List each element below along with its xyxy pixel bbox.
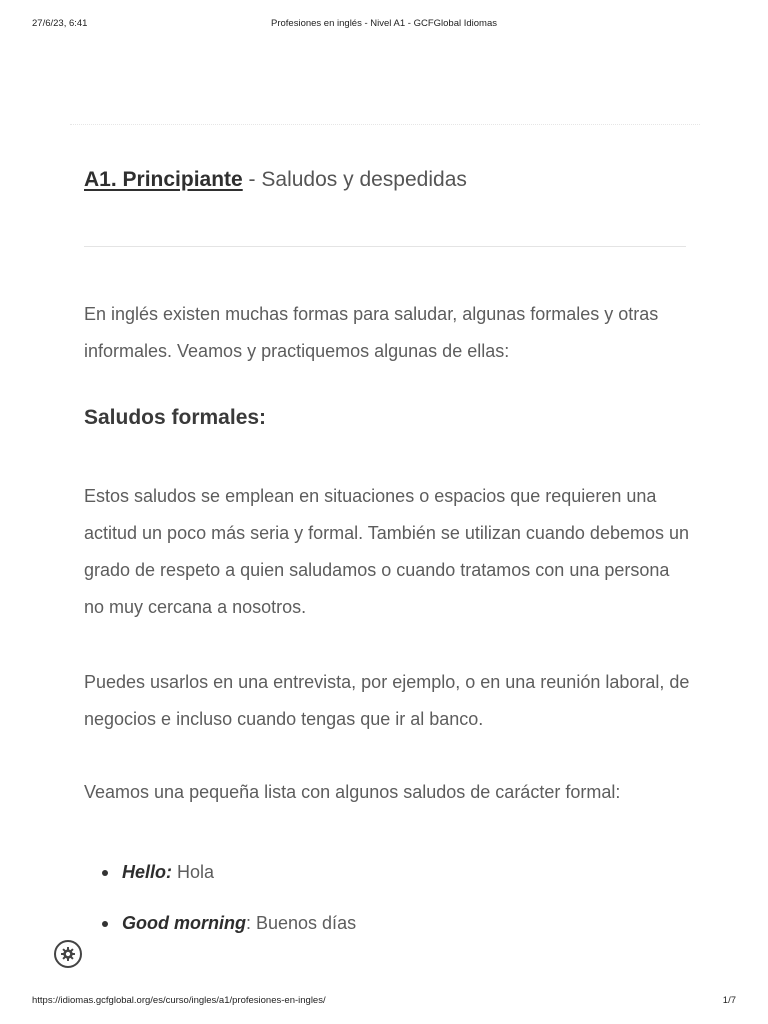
paragraph: Estos saludos se emplean en situaciones o espacios que requieren una actitud un poco más seria y formal. También se utilizan cuando debemos un grado de respeto a quien saludamos o cuando tratamos con una persona no muy cercana a nosotros. bbox=[84, 486, 690, 617]
greeting-term: Good morning bbox=[122, 913, 246, 933]
greeting-term: Hello bbox=[122, 862, 167, 882]
paragraph: Veamos una pequeña lista con algunos saludos de carácter formal: bbox=[84, 782, 621, 802]
heading-separator: - bbox=[242, 168, 262, 191]
print-url: https://idiomas.gcfglobal.org/es/curso/ingles/a1/profesiones-en-ingles/ bbox=[32, 995, 326, 1006]
settings-button[interactable] bbox=[54, 940, 82, 968]
term-colon: : bbox=[245, 913, 251, 933]
list-item bbox=[102, 854, 694, 891]
list-item bbox=[102, 905, 694, 942]
section-title: Saludos formales: bbox=[84, 406, 267, 429]
lesson-heading bbox=[84, 168, 467, 192]
greeting-translation: Buenos días bbox=[251, 913, 357, 933]
lesson-content bbox=[84, 296, 694, 956]
page-number: 1/7 bbox=[722, 995, 736, 1006]
bullet-icon bbox=[102, 921, 108, 927]
top-divider bbox=[70, 124, 700, 125]
intro-paragraph: En inglés existen muchas formas para saludar, algunas formales y otras informales. Veamos y practiquemos algunas de ellas: bbox=[84, 304, 659, 361]
term-colon: : bbox=[166, 862, 173, 882]
bullet-icon bbox=[102, 870, 108, 876]
level-link[interactable]: A1. Principiante bbox=[84, 168, 243, 191]
print-footer bbox=[0, 995, 768, 1009]
print-date: 27/6/23, 6:41 bbox=[32, 18, 88, 29]
greetings-list bbox=[84, 854, 694, 942]
print-header bbox=[0, 16, 768, 32]
paragraph: Puedes usarlos en una entrevista, por ejemplo, o en una reunión laboral, de negocios e incluso cuando tengas que ir al banco. bbox=[84, 672, 690, 729]
print-title: Profesiones en inglés - Nivel A1 - GCFGlobal Idiomas bbox=[271, 18, 497, 29]
heading-divider bbox=[84, 246, 686, 247]
greeting-translation: Hola bbox=[172, 862, 215, 882]
gear-icon bbox=[60, 946, 76, 962]
lesson-topic: Saludos y despedidas bbox=[261, 168, 467, 191]
